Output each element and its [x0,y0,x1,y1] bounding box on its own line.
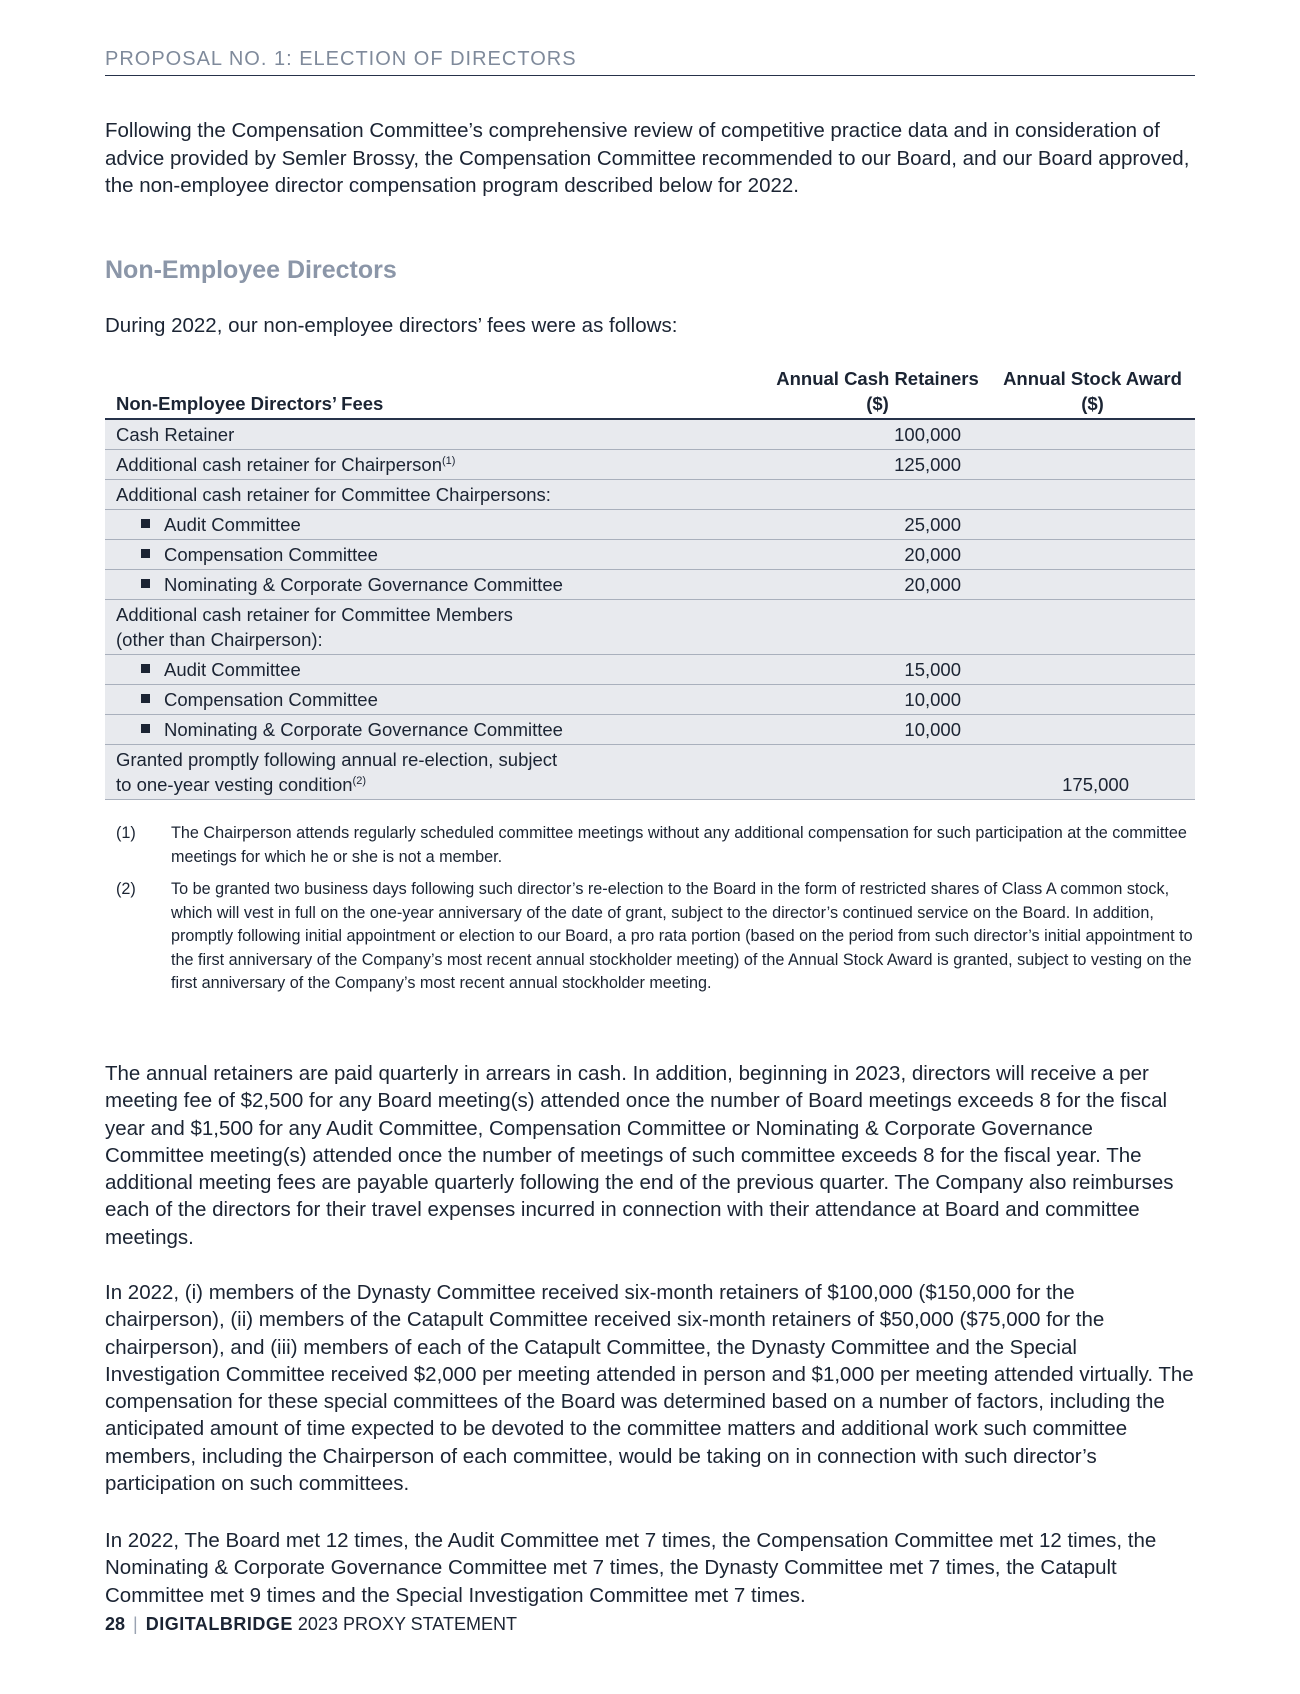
cash-value: 10,000 [765,715,985,745]
table-row [105,419,1195,450]
cash-value [765,600,985,655]
section-title: Non-Employee Directors [105,256,397,284]
table-row [105,570,1195,600]
cash-value: 15,000 [765,655,985,685]
cash-value: 100,000 [765,419,985,450]
stock-value [985,450,1195,480]
header-fees-label: Non-Employee Directors’ Fees [105,366,765,419]
header-stock-line1: Annual Stock Award [1003,368,1182,389]
footer-document: 2023 PROXY STATEMENT [297,1614,517,1634]
row-label [105,600,765,655]
page-number: 28 [105,1614,126,1634]
footnote-ref: (2) [352,775,366,787]
square-bullet-icon [141,724,150,733]
table-row [105,715,1195,745]
row-label-text-line2-body: to one-year vesting condition [116,774,353,795]
row-label [105,480,765,510]
table-row [105,540,1195,570]
row-label-text: Cash Retainer [116,424,235,445]
stock-value [985,655,1195,685]
footnote-text: The Chairperson attends regularly scheduled committee meetings without any additional compensation for such participation at the committee meetings for which he or she is not a member. [171,824,1187,866]
table-row [105,600,1195,655]
footer-separator: | [133,1614,138,1634]
footnote-ref: (1) [441,455,456,467]
row-label-text: Compensation Committee [164,689,378,710]
table-row [105,745,1195,800]
table-row [105,480,1195,510]
footer-company: DIGITALBRIDGE [145,1614,293,1634]
stock-value [985,685,1195,715]
header-stock-line2: ($) [1081,393,1104,414]
fees-lead-text: During 2022, our non-employee directors’ fees were as follows: [105,314,678,337]
stock-value [985,540,1195,570]
row-label-text: Compensation Committee [164,544,378,565]
intro-paragraph: Following the Compensation Committee’s comprehensive review of competitive practice data and in consideration of advice provided by Semler Brossy, the Compensation Committee recommended to our Board, and our Board approved, the non-employee director compensation program described below for 2022. [105,119,1190,197]
row-label-text-line2 [116,772,759,797]
stock-value: 175,000 [985,745,1195,800]
row-label-text: Audit Committee [164,659,301,680]
row-label-text: Additional cash retainer for Committee Members [116,604,513,625]
special-committees-paragraph: In 2022, (i) members of the Dynasty Committee received six-month retainers of $100,000 ($150,000 for the chairperson), (ii) members of the Catapult Committee received six-month retainers of $50,000 ($75,000 for the chairperson), and (iii) members of each of the Catapult Committee, the Dynasty Committee and the Special Investigation Committee received $2,000 per meeting attended in person and $1,000 per meeting attended virtually. The compensation for these special committees of the Board was determined based on a number of factors, including the anticipated amount of time expected to be devoted to the committee matters and additional work such committee members, including the Chairperson of each committee, would be taking on in connection with such director’s participation on such committees. [105,1281,1194,1496]
cash-value: 20,000 [765,570,985,600]
table-row [105,685,1195,715]
square-bullet-icon [141,549,150,558]
square-bullet-icon [141,579,150,588]
cash-value [765,480,985,510]
fees-table [105,366,1195,800]
row-label-text: Additional cash retainer for Committee Chairpersons: [116,484,551,505]
footnote-text: To be granted two business days following such director’s re-election to the Board in the form of restricted shares of Class A common stock, which will vest in full on the one-year anniversary of the date of grant, subject to the director’s continued service on the Board. In addition, promptly following initial appointment or election to our Board, a pro rata portion (based on the period from such director’s initial appointment to the first anniversary of the Company’s most recent annual stockholder meeting) of the Annual Stock Award is granted, subject to vesting on the first anniversary of the Company’s most recent annual stockholder meeting. [171,880,1193,992]
row-label [105,540,765,570]
cash-value: 10,000 [765,685,985,715]
row-label [105,510,765,540]
meetings-paragraph: In 2022, The Board met 12 times, the Audit Committee met 7 times, the Compensation Committee met 12 times, the Nominating & Corporate Governance Committee met 7 times, the Dynasty Committee met 7 times, the Catapult Committee met 9 times and the Special Investigation Committee met 7 times. [105,1529,1157,1607]
stock-value [985,570,1195,600]
row-label-text: Nominating & Corporate Governance Committee [164,719,563,740]
cash-value [765,745,985,800]
stock-value [985,600,1195,655]
row-label [105,450,765,480]
page-header: PROPOSAL NO. 1: ELECTION OF DIRECTORS [105,48,1195,76]
square-bullet-icon [141,694,150,703]
row-label [105,685,765,715]
stock-value [985,419,1195,450]
footnote-marker: (2) [116,880,136,898]
cash-value: 25,000 [765,510,985,540]
footnote [105,878,1195,996]
table-row [105,450,1195,480]
square-bullet-icon [141,519,150,528]
stock-value [985,480,1195,510]
table-header-row [105,366,1195,419]
row-label-text: Granted promptly following annual re-election, subject [116,749,558,770]
cash-value: 20,000 [765,540,985,570]
row-label [105,655,765,685]
square-bullet-icon [141,664,150,673]
header-stock [985,366,1195,419]
row-label-text: Audit Committee [164,514,301,535]
header-cash-line1: Annual Cash Retainers [776,368,979,389]
row-label [105,570,765,600]
row-label-text: Additional cash retainer for Chairperson [116,454,442,475]
row-label-text: Nominating & Corporate Governance Committee [164,574,563,595]
header-cash-line2: ($) [866,393,889,414]
row-label [105,715,765,745]
stock-value [985,715,1195,745]
header-cash [765,366,985,419]
stock-value [985,510,1195,540]
retainers-paragraph: The annual retainers are paid quarterly in arrears in cash. In addition, beginning in 2023, directors will receive a per meeting fee of $2,500 for any Board meeting(s) attended once the number of Board meetings exceeds 8 for the fiscal year and $1,500 for any Audit Committee, Compensation Committee or Nominating & Corporate Governance Committee meeting(s) attended once the number of meetings of such committee exceeds 8 for the fiscal year. The additional meeting fees are payable quarterly following the end of the previous quarter. The Company also reimburses each of the directors for their travel expenses incurred in connection with their attendance at Board and committee meetings. [105,1062,1174,1249]
page-footer [105,1614,517,1635]
footnotes [105,822,1195,1005]
row-label [105,419,765,450]
table-row [105,655,1195,685]
row-label-text-line2: (other than Chairperson): [116,629,323,650]
table-row [105,510,1195,540]
footnote-marker: (1) [116,824,136,842]
row-label [105,745,765,800]
footnote [105,822,1195,869]
cash-value: 125,000 [765,450,985,480]
